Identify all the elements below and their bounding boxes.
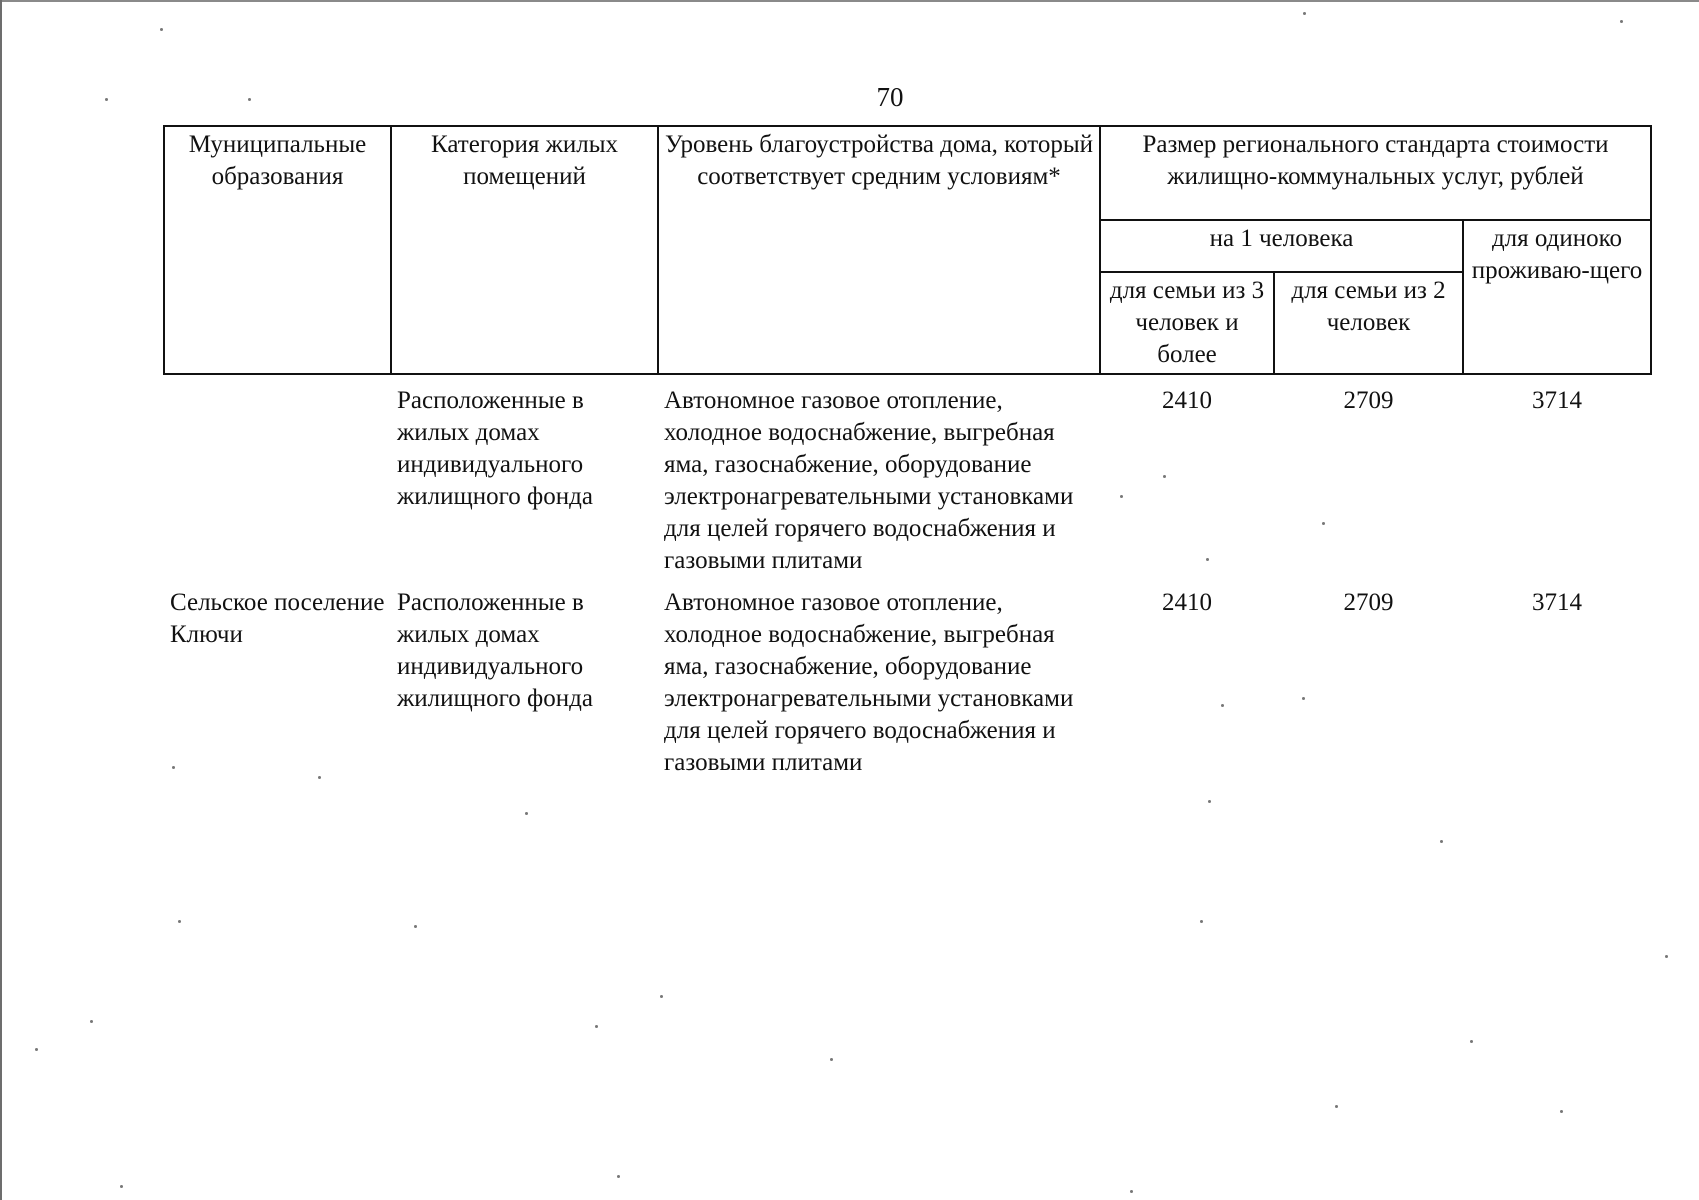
scan-speck [1322, 522, 1325, 525]
scan-speck [1470, 1040, 1473, 1043]
scan-speck [1303, 12, 1306, 15]
scan-speck [248, 98, 251, 101]
housing-cost-table [163, 125, 1652, 779]
scan-speck [105, 98, 108, 101]
scan-speck [525, 812, 528, 815]
table-row [164, 374, 1651, 577]
scan-speck [120, 1185, 123, 1188]
scan-speck [1208, 800, 1211, 803]
scan-speck [830, 1058, 833, 1061]
scan-speck [1620, 20, 1623, 23]
scan-speck [318, 776, 321, 779]
cell-category: Расположенные в жилых домах индивидуального жилищного фонда [397, 387, 593, 510]
scan-speck [172, 766, 175, 769]
cell-single: 3714 [1532, 387, 1582, 414]
scan-speck [1302, 697, 1305, 700]
cell-family-3-plus: 2410 [1162, 387, 1212, 414]
cell-amenity: Автономное газовое отопление, холодное водоснабжение, выгребная яма, газоснабжение, оборудование электронагревательными установками для целей горячего водоснабжения и газовыми плитами [664, 589, 1074, 776]
scan-speck [1440, 840, 1443, 843]
scan-speck [90, 1020, 93, 1023]
page-number: 70 [876, 82, 904, 112]
cell-municipality [164, 374, 391, 577]
scan-speck [595, 1025, 598, 1028]
scan-top-edge [0, 0, 1699, 2]
cell-municipality: Сельское поселение Ключи [170, 589, 385, 648]
scan-speck [1221, 704, 1224, 707]
scan-speck [1335, 1105, 1338, 1108]
cell-amenity: Автономное газовое отопление, холодное водоснабжение, выгребная яма, газоснабжение, оборудование электронагревательными установками для целей горячего водоснабжения и газовыми плитами [664, 387, 1074, 574]
scan-speck [160, 28, 163, 31]
cell-single: 3714 [1532, 589, 1582, 616]
header-family-2: для семьи из 2 человек [1274, 272, 1463, 374]
cell-category: Расположенные в жилых домах индивидуального жилищного фонда [397, 589, 593, 712]
scan-speck [1163, 475, 1166, 478]
table-row [164, 577, 1651, 779]
scan-speck [1206, 558, 1209, 561]
scan-speck [35, 1048, 38, 1051]
cell-family-2: 2709 [1343, 589, 1394, 616]
scan-left-edge [0, 0, 2, 1200]
table-header [164, 126, 1651, 374]
header-per-person: на 1 человека [1100, 220, 1463, 272]
cell-family-2: 2709 [1343, 387, 1394, 414]
header-standard-title: Размер регионального стандарта стоимости жилищно-коммунальных услуг, рублей [1100, 126, 1651, 220]
scan-speck [1120, 495, 1123, 498]
scan-speck [1665, 955, 1668, 958]
scan-speck [414, 925, 417, 928]
scan-speck [1200, 920, 1203, 923]
header-amenity-level: Уровень благоустройства дома, который соответствует средним условиям* [658, 126, 1100, 374]
scan-speck [660, 995, 663, 998]
cell-family-3-plus: 2410 [1162, 589, 1212, 616]
scan-speck [617, 1175, 620, 1178]
table-body [164, 374, 1651, 779]
header-single-resident: для одиноко проживаю-щего [1463, 220, 1651, 374]
scan-speck [1560, 1110, 1563, 1113]
header-family-3-plus: для семьи из 3 человек и более [1100, 272, 1274, 374]
header-municipalities: Муниципальные образования [164, 126, 391, 374]
header-housing-category: Категория жилых помещений [391, 126, 658, 374]
scan-speck [1130, 1190, 1133, 1193]
scan-speck [178, 920, 181, 923]
